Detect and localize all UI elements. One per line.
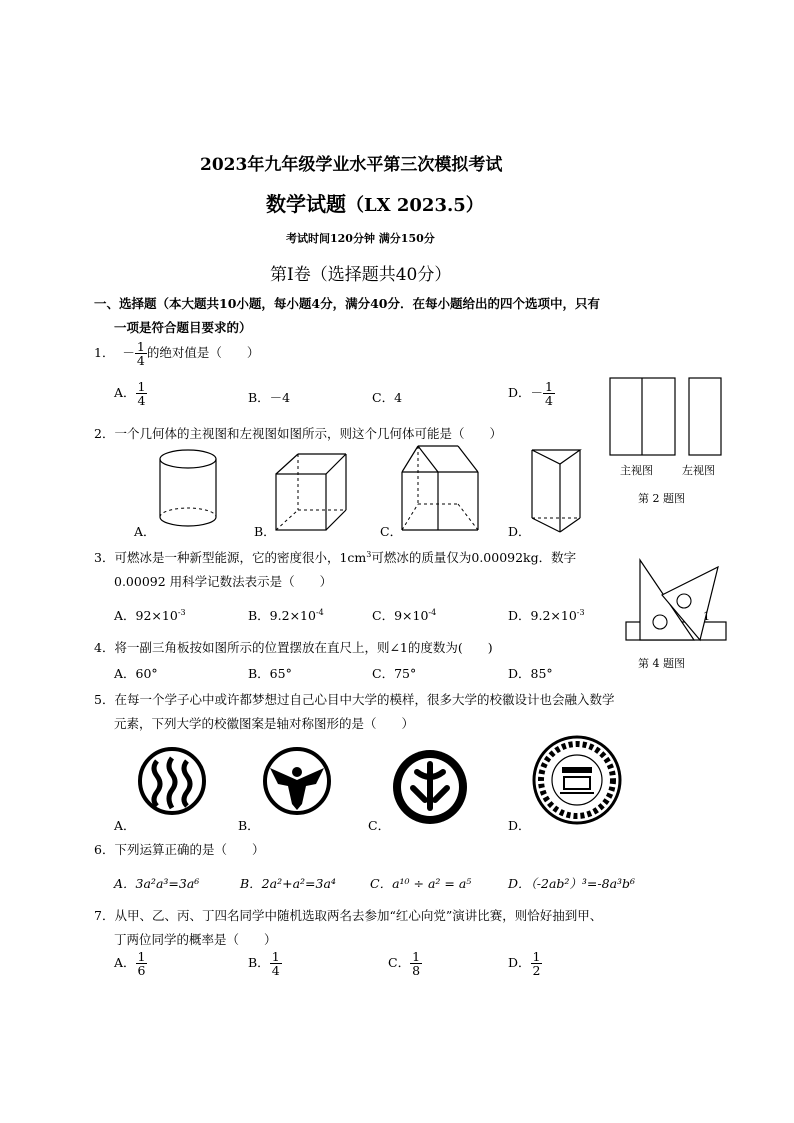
question-3-line2: 0.00092 用科学记数法表示是（ ） [114, 574, 333, 589]
front-view-label: 主视图 [620, 464, 653, 477]
question-number: 3． [94, 550, 115, 565]
q2-option-a: A． [134, 524, 156, 539]
question-5-line2: 元素，下列大学的校徽图案是轴对称图形的是（ ） [114, 716, 415, 731]
q2-figure-caption: 第 2 题图 [638, 492, 685, 505]
stem-text: 可燃冰的质量仅为0.00092kg．数字 [371, 550, 577, 565]
option-text: B．9.2×10 [248, 608, 316, 623]
question-7-line2: 丁两位同学的概率是（ ） [114, 932, 277, 947]
q6-option-b: B．2a²+a²=3a⁴ [240, 876, 336, 891]
question-number: 4． [94, 640, 115, 655]
q4-option-b: B．65° [248, 666, 292, 681]
q1-option-b: B．－4 [248, 390, 291, 405]
superscript: 3 [366, 549, 372, 559]
stem-text: 的绝对值是（ ） [146, 345, 260, 361]
numerator: 1 [137, 949, 146, 964]
exam-code: （LX 2023.5） [346, 195, 484, 216]
fraction [410, 950, 422, 977]
subject-title: 数学试题 [266, 192, 346, 216]
q2-option-b: B． [254, 524, 276, 539]
university-emblem-c-icon [391, 748, 469, 826]
question-4-stem [94, 638, 493, 656]
question-number: 5． [94, 692, 115, 707]
q4-figure-caption: 第 4 题图 [638, 657, 685, 670]
q7-option-d [508, 950, 542, 977]
fraction [270, 950, 282, 977]
q5-option-d: D． [508, 818, 531, 833]
stem-text: 将一副三角板按如图所示的位置摆放在直尺上，则∠1的度数为( ) [114, 640, 493, 655]
stem-text: 一个几何体的主视图和左视图如图所示，则这个几何体可能是（ ） [114, 426, 502, 441]
fraction [135, 340, 147, 367]
question-5-line1 [94, 690, 614, 708]
exam-info: 考试时间120分钟 满分150分 [286, 232, 435, 245]
fraction [531, 950, 543, 977]
exam-title: 2023年九年级学业水平第三次模拟考试 [200, 155, 503, 175]
numerator: 1 [136, 339, 145, 354]
question-6-stem [94, 840, 264, 858]
q7-option-a [114, 950, 147, 977]
denominator: 4 [271, 963, 280, 979]
q6-option-c: C．a¹⁰ ÷ a² = a⁵ [370, 876, 472, 891]
section-heading-line1: 一、选择题（本大题共10小题，每小题4分，满分40分．在每小题给出的四个选项中，只有 [94, 296, 600, 311]
section-heading-line2: 一项是符合题目要求的） [114, 320, 252, 335]
stem-text: 可燃冰是一种新型能源，它的密度很小，1cm [114, 550, 367, 565]
option-text: C．9×10 [372, 608, 429, 623]
left-view-rect [689, 378, 721, 455]
superscript: -3 [177, 607, 186, 617]
stem-text: 下列运算正确的是（ ） [114, 842, 265, 857]
option-label: B． [248, 955, 270, 971]
fraction [136, 380, 148, 407]
q5-option-a: A． [114, 818, 136, 833]
denominator: 6 [137, 963, 146, 979]
fraction [543, 380, 555, 407]
q7-option-c [388, 950, 422, 977]
numerator: 1 [137, 379, 146, 394]
triangular-prism-b-figure [528, 446, 598, 538]
question-1-stem [94, 340, 259, 367]
angle-1-label: 1 [703, 610, 710, 623]
superscript: -4 [315, 607, 324, 617]
question-number: 6． [94, 842, 115, 857]
q4-option-c: C．75° [372, 666, 417, 681]
q3-option-d [508, 606, 585, 624]
q5-option-c: C． [368, 818, 391, 833]
numerator: 1 [271, 949, 280, 964]
q4-option-d: D．85° [508, 666, 553, 681]
denominator: 4 [545, 393, 553, 409]
part-title: 第Ⅰ卷（选择题共40分） [270, 265, 452, 285]
numerator: 1 [545, 379, 553, 394]
question-number: 1． [94, 345, 115, 361]
stem-text: 从甲、乙、丙、丁四名同学中随机选取两名去参加“红心向党”演讲比赛，则恰好抽到甲、 [114, 908, 603, 923]
question-2-stem [94, 424, 502, 442]
q3-option-a [114, 606, 186, 624]
university-emblem-b-icon [262, 746, 332, 816]
cylinder-figure [150, 445, 230, 535]
question-3-line1 [94, 548, 576, 566]
superscript: -4 [428, 607, 437, 617]
denominator: 8 [412, 963, 421, 979]
q1-option-a [114, 380, 147, 407]
option-label: D． [508, 955, 531, 971]
question-7-line1 [94, 906, 602, 924]
q2-option-d: D． [508, 524, 531, 539]
option-label: C． [388, 955, 411, 971]
q4-triangles-figure [620, 555, 730, 645]
denominator: 4 [136, 353, 145, 369]
q1-option-c: C．4 [372, 390, 403, 405]
fraction [136, 950, 148, 977]
superscript: -3 [576, 607, 585, 617]
q6-option-d: D．（-2ab²）³=-8a³b⁶ [508, 876, 636, 891]
left-view-label: 左视图 [682, 464, 715, 477]
question-number: 7． [94, 908, 115, 923]
triangular-prism-a-figure [398, 442, 488, 537]
cube-figure [272, 450, 352, 535]
q7-option-b [248, 950, 282, 977]
q2-option-c: C． [380, 524, 403, 539]
university-emblem-d-icon [532, 735, 622, 825]
minus-sign: － [122, 345, 135, 361]
university-emblem-a-icon [137, 746, 207, 816]
minus-sign: － [530, 385, 544, 401]
numerator: 1 [532, 949, 541, 964]
numerator: 1 [412, 949, 421, 964]
stem-text: 在每一个学子心中或许都梦想过自己心目中大学的模样，很多大学的校徽设计也会融入数学 [114, 692, 615, 707]
q3-option-c [372, 606, 436, 624]
q5-option-b: B． [238, 818, 260, 833]
q2-views-figure [600, 375, 730, 505]
denominator: 4 [137, 393, 146, 409]
option-label: D． [508, 385, 531, 401]
option-label: A． [114, 955, 136, 971]
subject-title-row [266, 188, 484, 217]
q6-option-a: A．3a²a³=3a⁶ [114, 876, 200, 891]
q1-option-d [508, 380, 555, 407]
denominator: 2 [532, 963, 541, 979]
option-text: D．9.2×10 [508, 608, 577, 623]
question-number: 2． [94, 426, 115, 441]
option-label: A． [114, 385, 136, 401]
option-text: A．92×10 [114, 608, 178, 623]
q3-option-b [248, 606, 324, 624]
q4-option-a: A．60° [114, 666, 158, 681]
